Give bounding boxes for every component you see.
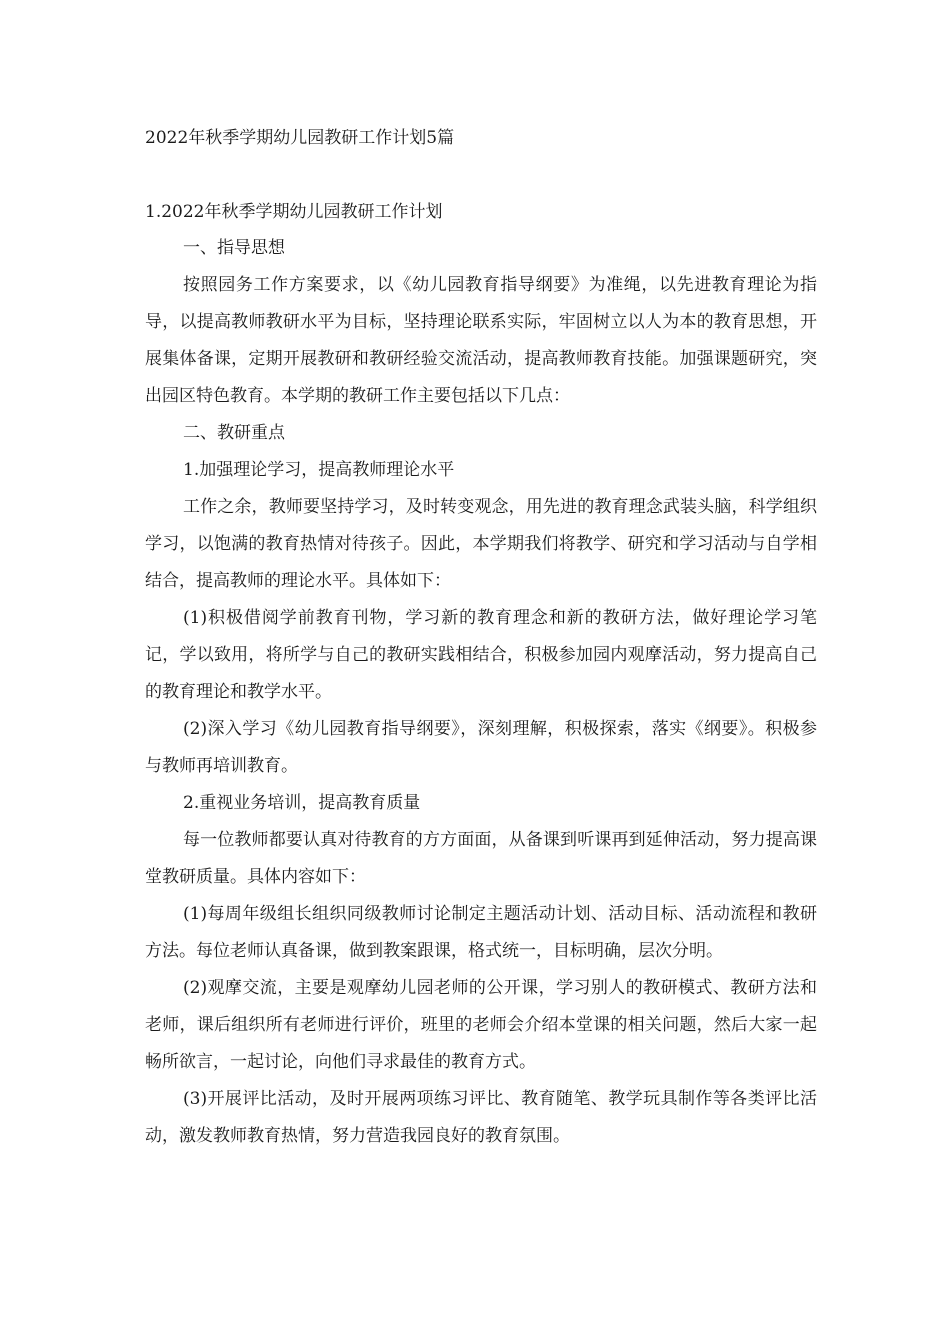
list-item-training-1: (1)每周年级组长组织同级教师讨论制定主题活动计划、活动目标、活动流程和教研方法。每位老师认真备课，做到教案跟课，格式统一，目标明确，层次分明。 bbox=[145, 904, 817, 961]
section-title: 1.2022年秋季学期幼儿园教研工作计划 bbox=[145, 202, 443, 222]
list-item-training-2: (2)观摩交流，主要是观摩幼儿园老师的公开课，学习别人的教研模式、教研方法和老师，课后组织所有老师进行评价，班里的老师会介绍本堂课的相关问题，然后大家一起畅所欲言，一起讨论，向他们寻求最佳的教育方式。 bbox=[145, 978, 817, 1072]
document-title: 2022年秋季学期幼儿园教研工作计划5篇 bbox=[145, 128, 455, 148]
paragraph-guiding-ideology: 按照园务工作方案要求，以《幼儿园教育指导纲要》为准绳，以先进教育理论为指导，以提高教师教研水平为目标，坚持理论联系实际，牢固树立以人为本的教育思想，开展集体备课，定期开展教研和教研经验交流活动，提高教师教育技能。加强课题研究，突出园区特色教育。本学期的教研工作主要包括以下几点： bbox=[145, 275, 817, 406]
heading-guiding-ideology: 一、指导思想 bbox=[183, 238, 285, 258]
paragraph-business-training: 每一位教师都要认真对待教育的方方面面，从备课到听课再到延伸活动，努力提高课堂教研质量。具体内容如下： bbox=[145, 830, 817, 887]
document-body bbox=[145, 230, 817, 1155]
subheading-business-training: 2.重视业务培训，提高教育质量 bbox=[183, 793, 421, 813]
list-item-training-3: (3)开展评比活动，及时开展两项练习评比、教育随笔、教学玩具制作等各类评比活动，激发教师教育热情，努力营造我园良好的教育氛围。 bbox=[145, 1089, 817, 1146]
list-item-theory-2: (2)深入学习《幼儿园教育指导纲要》，深刻理解，积极探索，落实《纲要》。积极参与教师再培训教育。 bbox=[145, 719, 817, 776]
subheading-theory-study: 1.加强理论学习，提高教师理论水平 bbox=[183, 460, 455, 480]
heading-research-focus: 二、教研重点 bbox=[183, 423, 285, 443]
list-item-theory-1: (1)积极借阅学前教育刊物，学习新的教育理念和新的教研方法，做好理论学习笔记，学以致用，将所学与自己的教研实践相结合，积极参加园内观摩活动，努力提高自己的教育理论和教学水平。 bbox=[145, 608, 817, 702]
paragraph-theory-study: 工作之余，教师要坚持学习，及时转变观念，用先进的教育理念武装头脑，科学组织学习，以饱满的教育热情对待孩子。因此，本学期我们将教学、研究和学习活动与自学相结合，提高教师的理论水平。具体如下： bbox=[145, 497, 817, 591]
